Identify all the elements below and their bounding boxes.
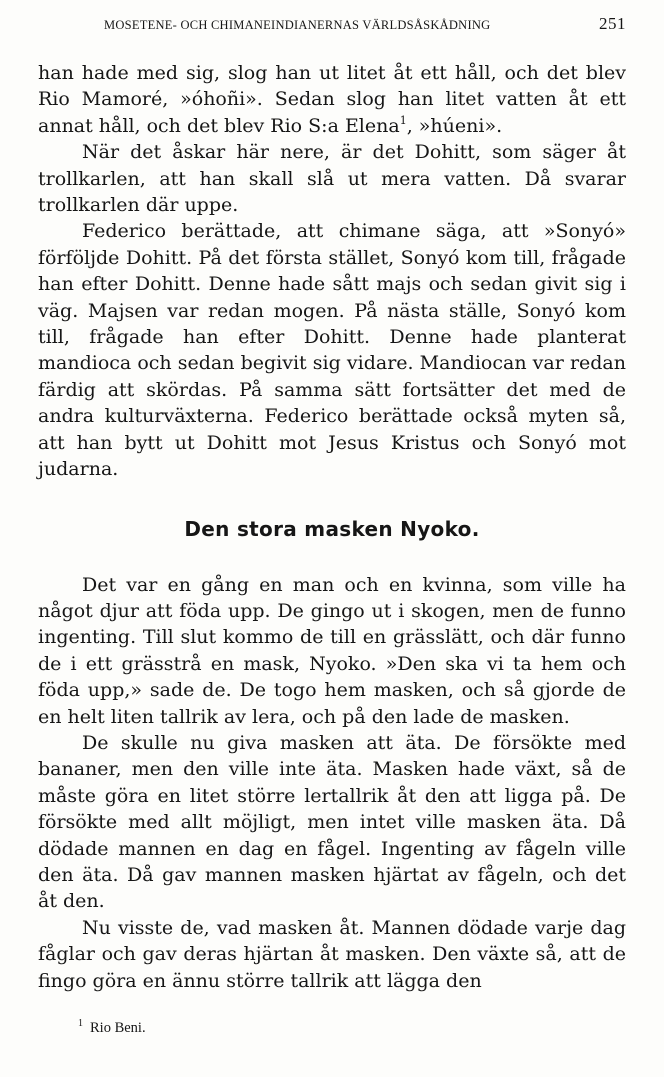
paragraph: När det åskar här nere, är det Dohitt, som säger åt trollkarlen, att han skall slå ut mera vatten. Då svarar trollkarlen där uppe. [38,141,626,217]
section-text [38,572,626,995]
paragraph: De skulle nu giva masken att äta. De försökte med bananer, men den ville inte äta. Masken hade växt, så de måste göra en litet större lertallrik åt den att ligga på. De försökte med allt möjligt, men intet ville masken äta. Då dödade mannen en dag en fågel. Ingenting av fågeln ville den äta. Då gav mannen masken hjärtat av fågeln, och det åt den. [38,731,626,913]
running-title: MOSETENE- OCH CHIMANEINDIANERNAS VÄRLDSÅSKÅDNING [104,18,491,32]
book-page [38,14,626,1037]
paragraph-text: , »húeni». [406,114,503,137]
intro-text [38,60,626,483]
paragraph-continuation [38,60,626,139]
section-heading: Den stora masken Nyoko. [184,516,480,541]
footnote-text: Rio Beni. [90,1020,146,1036]
footnote [38,1018,626,1037]
footnote-mark: 1 [78,1018,83,1029]
page-number: 251 [599,14,626,33]
running-head [38,14,626,44]
paragraph: Nu visste de, vad masken åt. Mannen dödade varje dag fåglar och gav deras hjärtan åt masken. Den växte så, att de fingo göra en ännu större tallrik att lägga den [38,916,626,992]
paragraph-text: han hade med sig, slog han ut litet åt ett håll, och det blev Rio Mamoré, »óhoñi». Sedan slog han litet vatten åt ett annat håll, och det blev Rio S:a Elena [38,62,626,137]
paragraph: Federico berättade, att chimane säga, att »Sonyó» förföljde Dohitt. På det första stället, Sonyó kom till, frågade han efter Dohitt. Denne hade sått majs och sedan givit sig i väg. Majsen var redan mogen. På nästa ställe, Sonyó kom till, frågade han efter Dohitt. Denne hade planterat mandioca och sedan begivit sig vidare. Mandiocan var redan färdig att skördas. På samma sätt fortsätter det med de andra kulturväxterna. Federico berättade också myten så, att han bytt ut Dohitt mot Jesus Kristus och Sonyó mot judarna. [38,220,626,481]
paragraph: Det var en gång en man och en kvinna, som ville ha något djur att föda upp. De gingo ut i skogen, men de funno ingenting. Till slut kommo de till en grässlätt, och där funno de i ett grässtrå en mask, Nyoko. »Den ska vi ta hem och föda upp,» sade de. De togo hem masken, och så gjorde de en helt liten tallrik av lera, och på den lade de masken. [38,573,626,728]
footnote-reference: 1 [399,113,407,127]
